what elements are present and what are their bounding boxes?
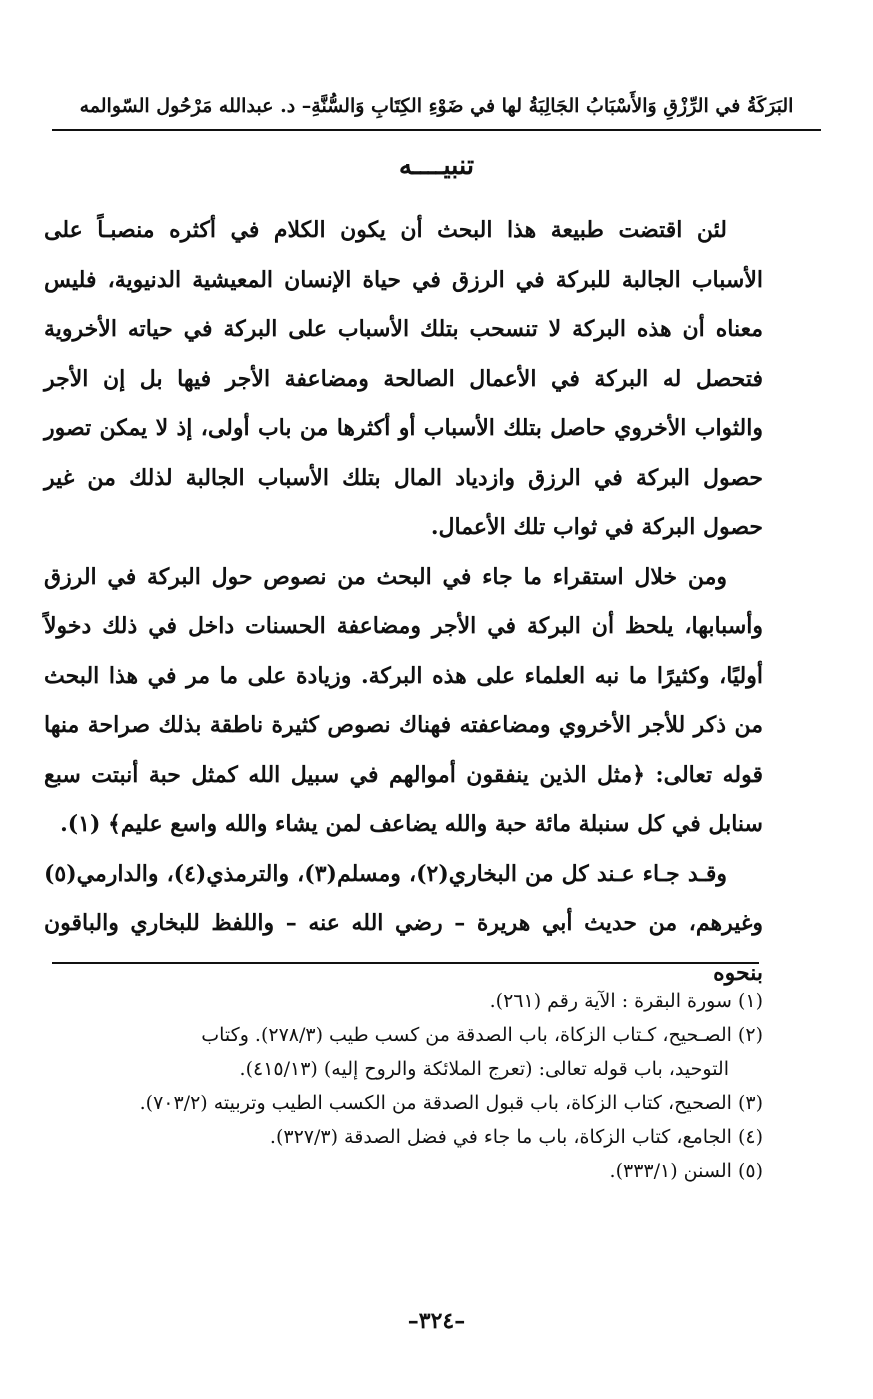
footnote-continuation: التوحيد، باب قوله تعالى: (تعرج الملائكة والروح إليه) (٤١٥/١٣).: [239, 1058, 729, 1080]
paragraph: ومن خلال استقراء ما جاء في البحث من نصوص حول البركة في الرزق وأسبابها، يلحظ أن البركة في الأجر ومضاعفة الحسنات داخل في ذلك دخولاً أوليًا، وكثيرًا ما نبه العلماء على هذه البركة. وزيادة على ما مر في هذا البحث من ذكر للأجر الأخروي ومضاعفته فهناك نصوص كثيرة ناطقة بذلك صراحة منها قوله تعالى: ﴿مثل الذين ينفقون أموالهم في سبيل الله كمثل حبة أنبتت سبع سنابل في كل سنبلة مائة حبة والله يضاعف لمن يشاء والله واسع عليم﴾ (١).: [44, 563, 764, 837]
paragraph: لئن اقتضت طبيعة هذا البحث أن يكون الكلام في أكثره منصبـاً على الأسباب الجالبة للبركة في الرزق في حياة الإنسان المعيشية الدنيوية، فليس معناه أن هذه البركة لا تنسحب بتلك الأسباب على البركة في حياته الأخروية فتحصل له البركة في الأعمال الصالحة ومضاعفة الأجر فيها بل إن الأجر والثواب الأخروي حاصل بتلك الأسباب أو أكثرها من باب أولى، إذ لا يمكن تصور حصول البركة في الرزق وازدياد المال بتلك الأسباب الجالبة لذلك من غير حصول البركة في ثواب تلك الأعمال.: [44, 217, 763, 540]
footnotes: [44, 984, 763, 1188]
section-title: تنبيــــه: [398, 151, 475, 181]
running-header: البَرَكَةُ في الرِّزْقِ وَالأَسْبَابُ الجَالِبَةُ لها في ضَوْءِ الكِتَابِ وَالسُّنَّةِ– د. عبدالله مَرْحُول السّوالمه: [79, 95, 794, 117]
footnote: (١) سورة البقرة : الآية رقم (٢٦١).: [489, 990, 763, 1012]
page-number: –٣٢٤–: [407, 1308, 466, 1334]
footnote: (٢) الصـحيح، كـتاب الزكاة، باب الصدقة من كسب طيب (٢٧٨/٣). وكتاب: [201, 1024, 763, 1046]
footnote: (٣) الصحيح، كتاب الزكاة، باب قبول الصدقة من الكسب الطيب وتربيته (٧٠٣/٢).: [139, 1092, 763, 1114]
footnote: (٤) الجامع، كتاب الزكاة، باب ما جاء في فضل الصدقة (٣٢٧/٣).: [269, 1126, 763, 1148]
body-text: [44, 206, 763, 998]
paragraph: وقـد جـاء عـند كل من البخاري(٢)، ومسلم(٣)، والترمذي(٤)، والدارمي(٥) وغيرهم، من حديث أبي هريرة – رضي الله عنه – واللفظ للبخاري والباقون بنحوه: [44, 860, 763, 986]
footnote: (٥) السنن (٣٣٣/١).: [609, 1160, 763, 1182]
footnote-divider: [52, 962, 759, 964]
header-divider: [52, 129, 821, 131]
